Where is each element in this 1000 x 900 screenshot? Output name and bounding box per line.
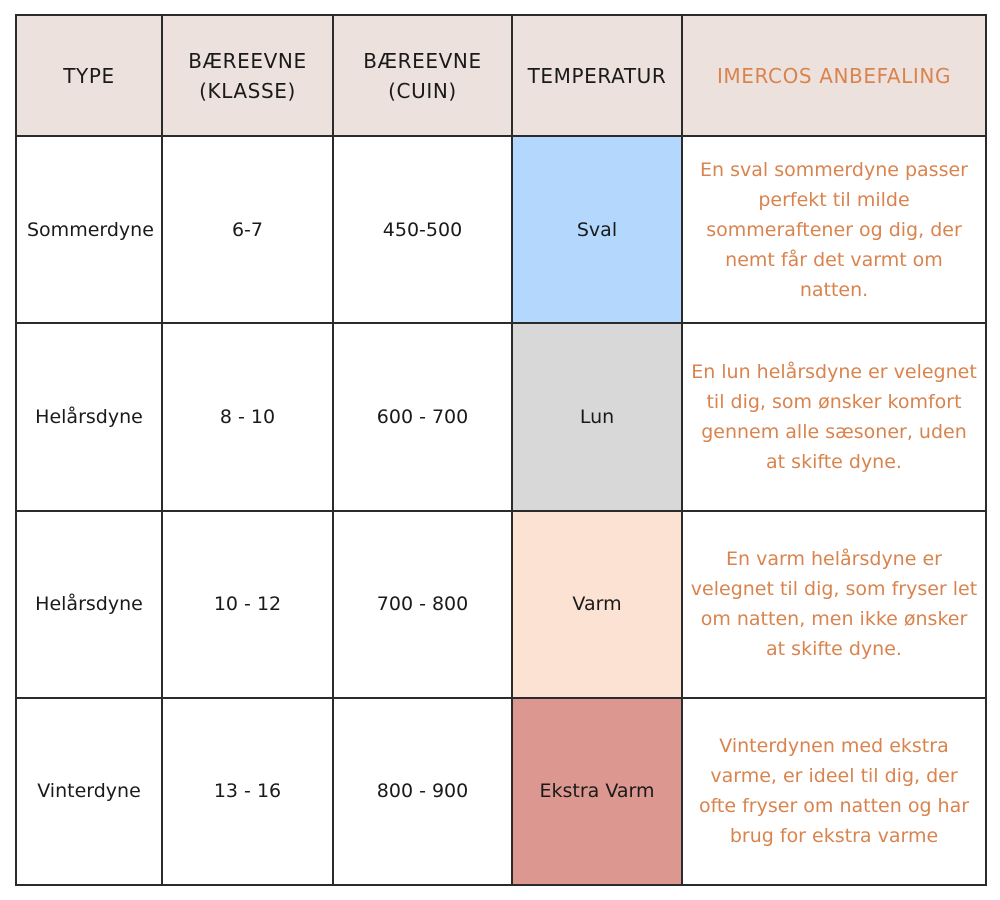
header-temperatur: TEMPERATUR: [512, 15, 682, 136]
table-row: [16, 511, 986, 698]
cell-temperatur: Sval: [512, 136, 682, 323]
header-klasse: BÆREEVNE (KLASSE): [162, 15, 333, 136]
table-row: [16, 136, 986, 323]
cell-anbefaling: En varm helårsdyne er velegnet til dig, som fryser let om natten, men ikke ønsker at skifte dyne.: [682, 511, 986, 698]
cell-klasse: 13 - 16: [162, 698, 333, 885]
duvet-comparison-table: [15, 14, 987, 886]
cell-type: Vinterdyne: [16, 698, 162, 885]
cell-klasse: 10 - 12: [162, 511, 333, 698]
table-row: [16, 323, 986, 510]
cell-temperatur: Lun: [512, 323, 682, 510]
cell-type: Sommerdyne: [16, 136, 162, 323]
cell-cuin: 450-500: [333, 136, 512, 323]
cell-type: Helårsdyne: [16, 511, 162, 698]
cell-klasse: 6-7: [162, 136, 333, 323]
table-row: [16, 698, 986, 885]
cell-temperatur: Ekstra Varm: [512, 698, 682, 885]
cell-klasse: 8 - 10: [162, 323, 333, 510]
cell-cuin: 800 - 900: [333, 698, 512, 885]
cell-cuin: 600 - 700: [333, 323, 512, 510]
header-anbefaling: IMERCOS ANBEFALING: [682, 15, 986, 136]
cell-cuin: 700 - 800: [333, 511, 512, 698]
header-type: TYPE: [16, 15, 162, 136]
cell-anbefaling: En sval sommerdyne passer perfekt til milde sommeraftener og dig, der nemt får det varmt om natten.: [682, 136, 986, 323]
table-header-row: [16, 15, 986, 136]
cell-anbefaling: Vinterdynen med ekstra varme, er ideel til dig, der ofte fryser om natten og har brug for ekstra varme: [682, 698, 986, 885]
cell-anbefaling: En lun helårsdyne er velegnet til dig, som ønsker komfort gennem alle sæsoner, uden at skifte dyne.: [682, 323, 986, 510]
cell-temperatur: Varm: [512, 511, 682, 698]
header-cuin: BÆREEVNE (CUIN): [333, 15, 512, 136]
cell-type: Helårsdyne: [16, 323, 162, 510]
